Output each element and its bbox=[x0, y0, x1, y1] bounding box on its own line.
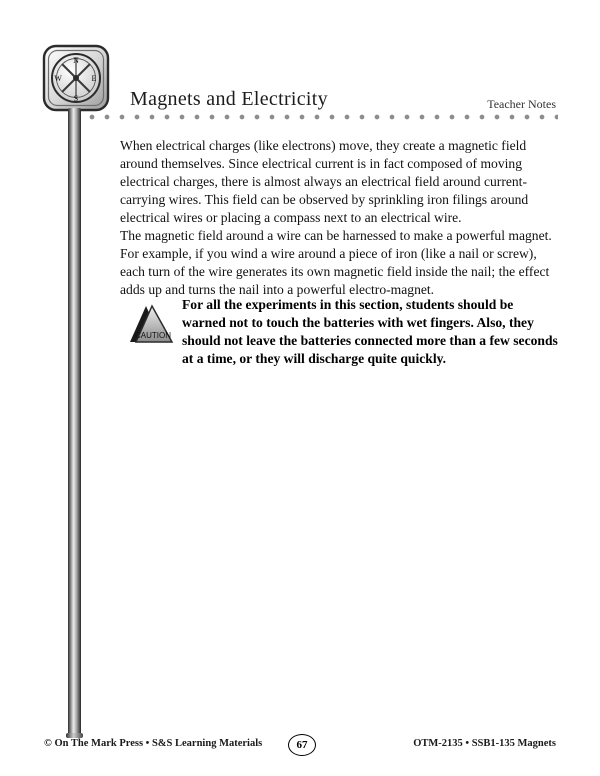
caution-icon-label: CAUTION bbox=[135, 331, 171, 340]
caution-icon bbox=[128, 304, 174, 346]
page-title: Magnets and Electricity bbox=[130, 88, 328, 110]
footer-copyright: © On The Mark Press • S&S Learning Materials bbox=[44, 738, 263, 749]
teacher-notes-label: Teacher Notes bbox=[487, 97, 556, 111]
compass-icon bbox=[42, 44, 110, 112]
dotted-divider bbox=[88, 113, 558, 122]
compass-north-label: N bbox=[73, 56, 79, 65]
caution-icon-svg bbox=[128, 304, 174, 346]
paragraph-2: The magnetic field around a wire can be harnessed to make a powerful magnet. For example, if you wind a wire around a piece of iron (like a nail or screw), each turn of the wire generates its own magnetic field inside the nail; the effect adds up and turns the nail into a powerful electro-magnet. bbox=[120, 228, 552, 297]
compass-east-label: E bbox=[91, 74, 97, 83]
compass-icon-svg bbox=[42, 44, 110, 112]
page-number-badge: 67 bbox=[288, 734, 316, 756]
compass-south-label: S bbox=[73, 94, 79, 103]
decorative-pole bbox=[68, 108, 81, 736]
footer-product-code: OTM-2135 • SSB1-135 Magnets bbox=[413, 738, 556, 749]
caution-paragraph: For all the experiments in this section, students should be warned not to touch the batteries with wet fingers. Also, they should not leave the batteries connected more than a few seconds at a time, or they will discharge quite quickly. bbox=[182, 297, 558, 366]
paragraph-1: When electrical charges (like electrons) move, they create a magnetic field around themselves. Since electrical current is in fact composed of moving electrical charges, there is almost always an electrical field around current-carrying wires. This field can be observed by sprinkling iron filings around electrical wires or placing a compass next to an electrical wire. bbox=[120, 138, 529, 225]
compass-west-label: W bbox=[54, 74, 62, 83]
